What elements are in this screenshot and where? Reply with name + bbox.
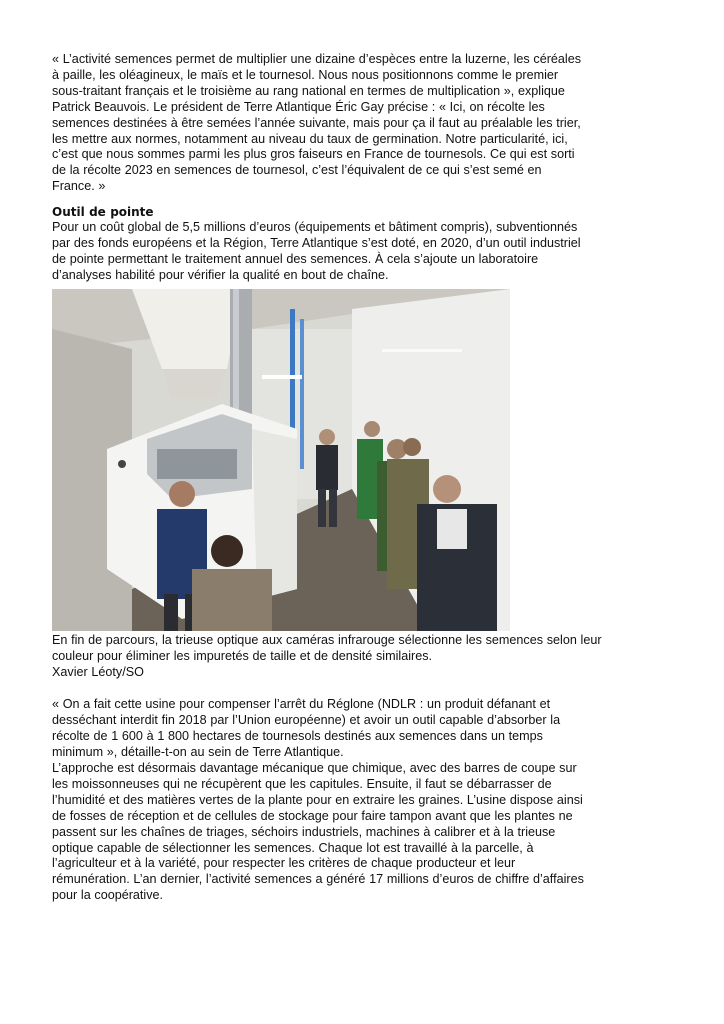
- paragraph-reglone-quote: « On a fait cette usine pour compenser l’arrêt du Réglone (NDLR : un produit défanant et desséchant interdit fin 2018 par l’Union européenne) et avoir un outil capable d’absorber la récolte de 1 600 à 1 800 hectares de tournesols destinés aux semences dans un temps minimum », détaille-t-on au sein de Terre Atlantique.: [52, 697, 561, 759]
- paragraph-cost: Pour un coût global de 5,5 millions d’euros (équipements et bâtiment compris), subventionnés par des fonds européens et la Région, Terre Atlantique s’est doté, en 2020, d’un outil industriel de pointe permettant le traitement annuel des semences. À cela s’ajoute un laboratoire d’analyses habilité pour vérifier la qualité en bout de chaîne.: [52, 220, 581, 282]
- photo-credit: Xavier Léoty/SO: [52, 665, 144, 679]
- section-heading: Outil de pointe: [52, 205, 154, 219]
- paragraph-mechanical-approach: L’approche est désormais davantage mécanique que chimique, avec des barres de coupe sur les moissonneuses qui ne récupèrent que les capitules. Ensuite, il faut se débarrasser de l’humidité et des matières vertes de la plante pour en extraire les graines. L’usine dispose ainsi de fosses de réception et de cellules de stockage pour faire tampon avant que les plantes ne passent sur les chaînes de triages, séchoirs industriels, machines à calibrer et à la trieuse optique capable de sélectionner les semences. Chaque lot est travaillé à la parcelle, à l’agriculteur et à la variété, pour respecter les critères de chaque producteur et leur rémunération. L’an dernier, l’activité semences a généré 17 millions d’euros de chiffre d’affaires pour la coopérative.: [52, 761, 584, 903]
- optical-sorter-room-illustration: [52, 289, 510, 631]
- photo-caption: En fin de parcours, la trieuse optique aux caméras infrarouge sélectionne les semences selon leur couleur pour éliminer les impuretés de taille et de densité similaires.: [52, 633, 602, 663]
- article-photo: [52, 289, 510, 631]
- paragraph-intro-quote: « L’activité semences permet de multiplier une dizaine d’espèces entre la luzerne, les céréales à paille, les oléagineux, le maïs et le tournesol. Nous nous positionnons comme le premier sous-traitant français et le troisième au rang national en termes de multiplication », explique Patrick Beauvois. Le président de Terre Atlantique Éric Gay précise : « Ici, on récolte les semences destinées à être semées l’année suivante, mais pour ça il faut au préalable les trier, les mettre aux normes, notamment au niveau du taux de germination. Notre particularité, ici, c’est que nous sommes parmi les plus gros faiseurs en France de tournesols. Ce qui est sorti de la récolte 2023 en semences de tournesol, c’est l’équivalent de ce qui s’est semé en France. »: [52, 52, 582, 194]
